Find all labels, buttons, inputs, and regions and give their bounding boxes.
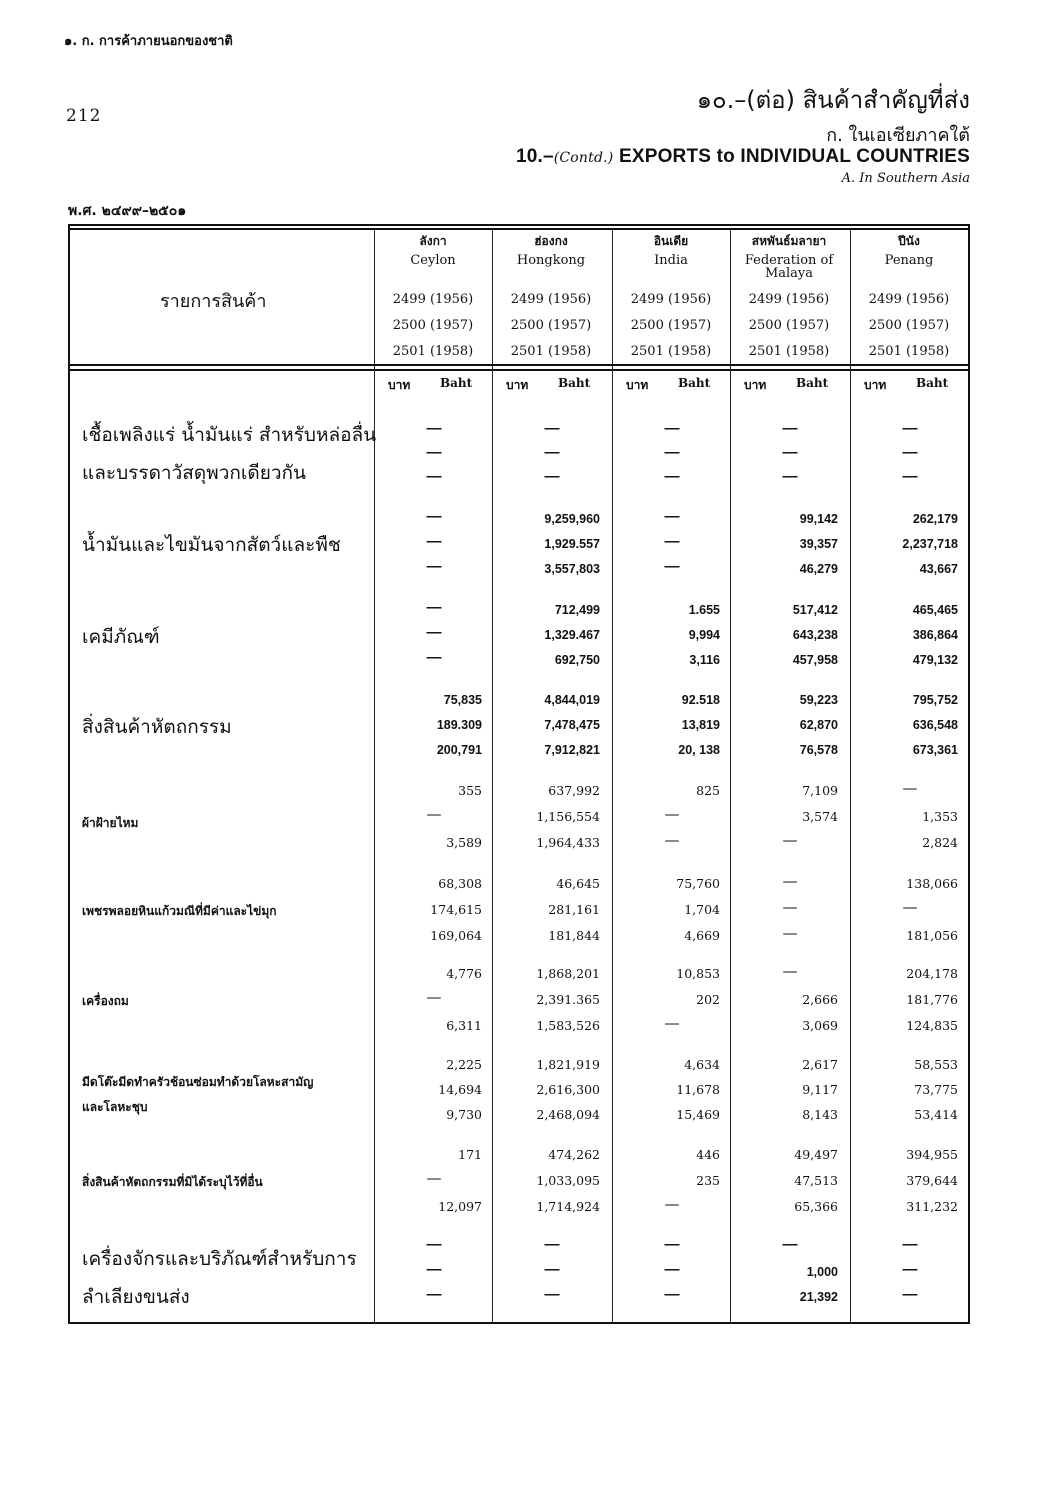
table-cell: — <box>544 1286 560 1303</box>
table-cell: 446 <box>696 1147 720 1162</box>
table-cell: 3,069 <box>802 1018 838 1033</box>
table-cell: 75,835 <box>443 693 482 707</box>
table-cell: 189.309 <box>436 718 482 732</box>
table-cell: — <box>782 468 798 485</box>
section-heading: ๑. ก. การค้าภายนอกของชาติ <box>64 34 233 49</box>
table-cell: 62,870 <box>799 718 838 732</box>
table-cell: 1,329.467 <box>544 628 600 642</box>
row-label: เพชรพลอยหินแก้วมณีที่มีค่าและไข่มุก <box>82 904 277 918</box>
year-label: 2499 (1956) <box>510 292 592 307</box>
table-cell: 474,262 <box>548 1147 600 1162</box>
table-cell: 825 <box>696 783 720 798</box>
year-label: 2499 (1956) <box>748 292 830 307</box>
column-rule <box>492 230 493 1324</box>
table-cell: 10,853 <box>676 966 720 981</box>
table-cell: 174,615 <box>430 902 482 917</box>
table-cell: — <box>426 444 442 461</box>
table-cell: 355 <box>458 783 482 798</box>
table-cell: — <box>426 988 442 1006</box>
table-cell: — <box>664 558 680 575</box>
table-cell: — <box>544 468 560 485</box>
table-cell: — <box>426 1169 442 1187</box>
table-cell: — <box>426 1236 442 1253</box>
table-cell: 1,583,526 <box>536 1018 600 1033</box>
table-cell: — <box>426 508 442 525</box>
table-cell: 281,161 <box>548 902 600 917</box>
table-cell: 1,714,924 <box>536 1199 600 1214</box>
row-label: สิ่งสินค้าหัตถกรรม <box>82 716 232 738</box>
table-cell: 15,469 <box>676 1107 720 1122</box>
table-top-rule-inner <box>68 228 970 230</box>
table-cell: — <box>782 420 798 437</box>
table-cell: 9,259,960 <box>544 512 600 526</box>
unit-english: Baht <box>558 376 591 390</box>
table-cell: 235 <box>696 1173 720 1188</box>
column-header-english: Hongkong <box>516 253 586 268</box>
table-cell: 379,644 <box>906 1173 958 1188</box>
table-cell: 1,033,095 <box>536 1173 600 1188</box>
subtitle-thai: ก. ในเอเซียภาคใต้ <box>826 125 970 146</box>
table-cell: 92.518 <box>681 693 720 707</box>
table-cell: — <box>902 779 918 797</box>
row-label: สิ่งสินค้าหัตถกรรมที่มิได้ระบุไว้ที่อื่น <box>82 1175 263 1189</box>
table-cell: 21,392 <box>799 1290 838 1304</box>
table-cell: 9,117 <box>802 1082 838 1097</box>
year-label: 2500 (1957) <box>748 318 830 333</box>
table-cell: — <box>664 444 680 461</box>
table-cell: 712,499 <box>554 603 600 617</box>
title-thai: ๑๐.–(ต่อ) สินค้าสำคัญที่ส่ง <box>696 86 970 114</box>
table-cell: — <box>664 1195 680 1213</box>
table-cell: — <box>664 831 680 849</box>
row-label: เชื้อเพลิงแร่ น้ำมันแร่ สำหรับหล่อลื่น <box>82 424 377 446</box>
table-cell: — <box>426 420 442 437</box>
table-cell: 2,616,300 <box>536 1082 600 1097</box>
table-cell: 386,864 <box>912 628 958 642</box>
table-cell: 9,730 <box>446 1107 482 1122</box>
unit-english: Baht <box>916 376 949 390</box>
row-label: และบรรดาวัสดุพวกเดียวกัน <box>82 462 307 484</box>
row-label: เคมีภัณฑ์ <box>82 626 160 648</box>
table-cell: 75,760 <box>676 876 720 891</box>
table-cell: 181,776 <box>906 992 958 1007</box>
column-rule <box>612 230 613 1324</box>
table-cell: — <box>664 1261 680 1278</box>
table-cell: 3,116 <box>689 653 720 667</box>
table-cell: — <box>426 1286 442 1303</box>
table-cell: 311,232 <box>906 1199 958 1214</box>
table-cell: — <box>782 872 798 890</box>
table-cell: 6,311 <box>446 1018 482 1033</box>
year-label: 2501 (1958) <box>510 344 592 359</box>
table-cell: 138,066 <box>906 876 958 891</box>
table-cell: — <box>782 962 798 980</box>
column-header-thai: อินเดีย <box>653 234 689 248</box>
column-header-thai: สหพันธ์มลายา <box>751 234 827 248</box>
table-cell: 124,835 <box>906 1018 958 1033</box>
table-cell: — <box>902 1236 918 1253</box>
table-cell: 692,750 <box>554 653 600 667</box>
column-header-thai: ลังกา <box>419 234 447 248</box>
column-header-english: Ceylon <box>410 253 456 268</box>
year-label: 2499 (1956) <box>868 292 950 307</box>
table-cell: 76,578 <box>799 743 838 757</box>
table-cell: 394,955 <box>906 1147 958 1162</box>
table-cell: 181,844 <box>548 928 600 943</box>
column-header-thai: ปีนัง <box>898 234 920 248</box>
unit-english: Baht <box>678 376 711 390</box>
table-cell: 7,109 <box>802 783 838 798</box>
table-cell: — <box>902 420 918 437</box>
table-cell: 2,617 <box>802 1057 838 1072</box>
table-cell: — <box>664 420 680 437</box>
table-cell: 204,178 <box>906 966 958 981</box>
table-cell: 46,279 <box>799 562 838 576</box>
year-label: 2500 (1957) <box>868 318 950 333</box>
table-cell: 1,156,554 <box>536 809 600 824</box>
table-cell: — <box>664 508 680 525</box>
year-label: 2500 (1957) <box>510 318 592 333</box>
table-cell: 13,819 <box>681 718 720 732</box>
table-cell: — <box>426 468 442 485</box>
table-cell: 7,478,475 <box>544 718 600 732</box>
year-label: 2499 (1956) <box>630 292 712 307</box>
year-label: 2501 (1958) <box>748 344 830 359</box>
table-cell: — <box>664 1236 680 1253</box>
table-cell: 49,497 <box>794 1147 838 1162</box>
table-cell: 1,821,919 <box>536 1057 600 1072</box>
table-cell: — <box>544 420 560 437</box>
table-cell: — <box>426 1261 442 1278</box>
table-cell: 169,064 <box>430 928 482 943</box>
table-cell: — <box>426 649 442 666</box>
table-cell: 7,912,821 <box>544 743 600 757</box>
table-cell: 65,366 <box>794 1199 838 1214</box>
table-cell: — <box>782 444 798 461</box>
year-label: 2500 (1957) <box>630 318 712 333</box>
table-cell: 1,704 <box>684 902 720 917</box>
table-cell: 673,361 <box>912 743 958 757</box>
table-cell: — <box>544 444 560 461</box>
title-english-main: EXPORTS to INDIVIDUAL COUNTRIES <box>613 146 970 167</box>
table-cell: 643,238 <box>792 628 838 642</box>
table-cell: 39,357 <box>799 537 838 551</box>
table-cell: — <box>782 831 798 849</box>
table-cell: 46,645 <box>556 876 600 891</box>
table-cell: — <box>782 924 798 942</box>
table-cell: 2,468,094 <box>536 1107 600 1122</box>
header-bottom-rule-2 <box>68 369 970 371</box>
table-cell: — <box>426 599 442 616</box>
table-cell: 636,548 <box>912 718 958 732</box>
header-bottom-rule <box>68 364 970 366</box>
table-cell: 99,142 <box>799 512 838 526</box>
table-cell: — <box>426 624 442 641</box>
table-cell: 1,000 <box>806 1265 838 1279</box>
column-rule <box>850 230 851 1324</box>
table-cell: — <box>664 468 680 485</box>
table-cell: 68,308 <box>438 876 482 891</box>
unit-thai: บาท <box>388 378 411 392</box>
year-label: 2500 (1957) <box>392 318 474 333</box>
table-cell: 171 <box>458 1147 482 1162</box>
year-label: 2501 (1958) <box>392 344 474 359</box>
column-header <box>850 234 968 267</box>
year-label: 2499 (1956) <box>392 292 474 307</box>
table-cell: — <box>782 1236 798 1253</box>
column-header <box>612 234 730 267</box>
column-header <box>374 234 492 267</box>
table-cell: — <box>664 1014 680 1032</box>
table-cell: 517,412 <box>792 603 838 617</box>
unit-thai: บาท <box>626 378 649 392</box>
row-label: เครื่องถม <box>82 994 129 1008</box>
table-cell: — <box>902 898 918 916</box>
column-header <box>730 234 848 280</box>
column-rule <box>374 230 375 1324</box>
table-cell: — <box>902 1286 918 1303</box>
table-cell: 3,557,803 <box>544 562 600 576</box>
table-cell: — <box>782 898 798 916</box>
table-cell: 181,056 <box>906 928 958 943</box>
table-cell: — <box>544 1236 560 1253</box>
table-cell: 3,574 <box>802 809 838 824</box>
table-cell: 2,225 <box>446 1057 482 1072</box>
title-english <box>516 146 970 168</box>
unit-thai: บาท <box>506 378 529 392</box>
table-cell: 4,844,019 <box>544 693 600 707</box>
row-label: น้ำมันและไขมันจากสัตว์และพืช <box>82 534 341 556</box>
year-label: 2501 (1958) <box>868 344 950 359</box>
unit-thai: บาท <box>864 378 887 392</box>
table-cell: — <box>426 558 442 575</box>
table-cell: 2,824 <box>922 835 958 850</box>
table-cell: 1,353 <box>922 809 958 824</box>
table-cell: 14,694 <box>438 1082 482 1097</box>
table-cell: 58,553 <box>914 1057 958 1072</box>
table-cell: 11,678 <box>676 1082 720 1097</box>
table-cell: 43,667 <box>919 562 958 576</box>
column-header-english: India <box>654 253 688 268</box>
row-label: ผ้าฝ้ายไหม <box>82 816 139 830</box>
table-cell: — <box>426 805 442 823</box>
table-cell: 795,752 <box>912 693 958 707</box>
row-label: ลำเลียงขนส่ง <box>82 1286 190 1308</box>
table-cell: 53,414 <box>914 1107 958 1122</box>
table-cell: 12,097 <box>438 1199 482 1214</box>
table-cell: 8,143 <box>802 1107 838 1122</box>
year-range: พ.ศ. ๒๔๙๙–๒๕๐๑ <box>68 203 187 219</box>
unit-english: Baht <box>440 376 473 390</box>
table-cell: 20, 138 <box>678 743 720 757</box>
table-cell: 2,666 <box>802 992 838 1007</box>
table-cell: — <box>664 1286 680 1303</box>
title-english-prefix: 10.– <box>515 146 554 167</box>
table-cell: 465,465 <box>912 603 958 617</box>
table-cell: 4,669 <box>684 928 720 943</box>
table-cell: 457,958 <box>792 653 838 667</box>
table-cell: — <box>664 805 680 823</box>
table-cell: — <box>426 533 442 550</box>
unit-english: Baht <box>796 376 829 390</box>
column-header-english: Federation of Malaya <box>744 253 834 281</box>
table-cell: — <box>664 533 680 550</box>
table-cell: 202 <box>696 992 720 1007</box>
table-cell: — <box>544 1261 560 1278</box>
column-header <box>492 234 610 267</box>
table-cell: 3,589 <box>446 835 482 850</box>
table-cell: 1,929.557 <box>544 537 600 551</box>
title-english-contd: (Contd.) <box>553 150 614 166</box>
row-label: และโลหะชุบ <box>82 1100 148 1114</box>
table-cell: 479,132 <box>912 653 958 667</box>
row-header-label: รายการสินค้า <box>160 291 267 312</box>
row-label: มีดโต๊ะมีดทำครัวช้อนซ่อมทำด้วยโลหะสามัญ <box>82 1075 314 1089</box>
table-cell: 1,868,201 <box>536 966 600 981</box>
row-label: เครื่องจักรและบริภัณฑ์สำหรับการ <box>82 1248 357 1270</box>
column-header-thai: ฮ่องกง <box>534 234 568 248</box>
column-rule <box>730 230 731 1324</box>
table-cell: 2,391.365 <box>536 992 600 1007</box>
page-number: 212 <box>66 106 102 126</box>
table-cell: 262,179 <box>912 512 958 526</box>
table-cell: 9,994 <box>688 628 720 642</box>
table-cell: — <box>902 468 918 485</box>
column-header-english: Penang <box>884 253 934 268</box>
table-cell: 2,237,718 <box>902 537 958 551</box>
table-cell: 59,223 <box>799 693 838 707</box>
table-cell: 637,992 <box>548 783 600 798</box>
table-cell: — <box>902 444 918 461</box>
subtitle-english: A. In Southern Asia <box>841 171 970 186</box>
year-label: 2501 (1958) <box>630 344 712 359</box>
table-cell: 1,964,433 <box>536 835 600 850</box>
table-cell: 73,775 <box>914 1082 958 1097</box>
table-cell: 1.655 <box>688 603 720 617</box>
table-cell: — <box>902 1261 918 1278</box>
table-cell: 4,776 <box>446 966 482 981</box>
unit-thai: บาท <box>744 378 767 392</box>
table-cell: 200,791 <box>436 743 482 757</box>
table-cell: 47,513 <box>794 1173 838 1188</box>
table-cell: 4,634 <box>684 1057 720 1072</box>
